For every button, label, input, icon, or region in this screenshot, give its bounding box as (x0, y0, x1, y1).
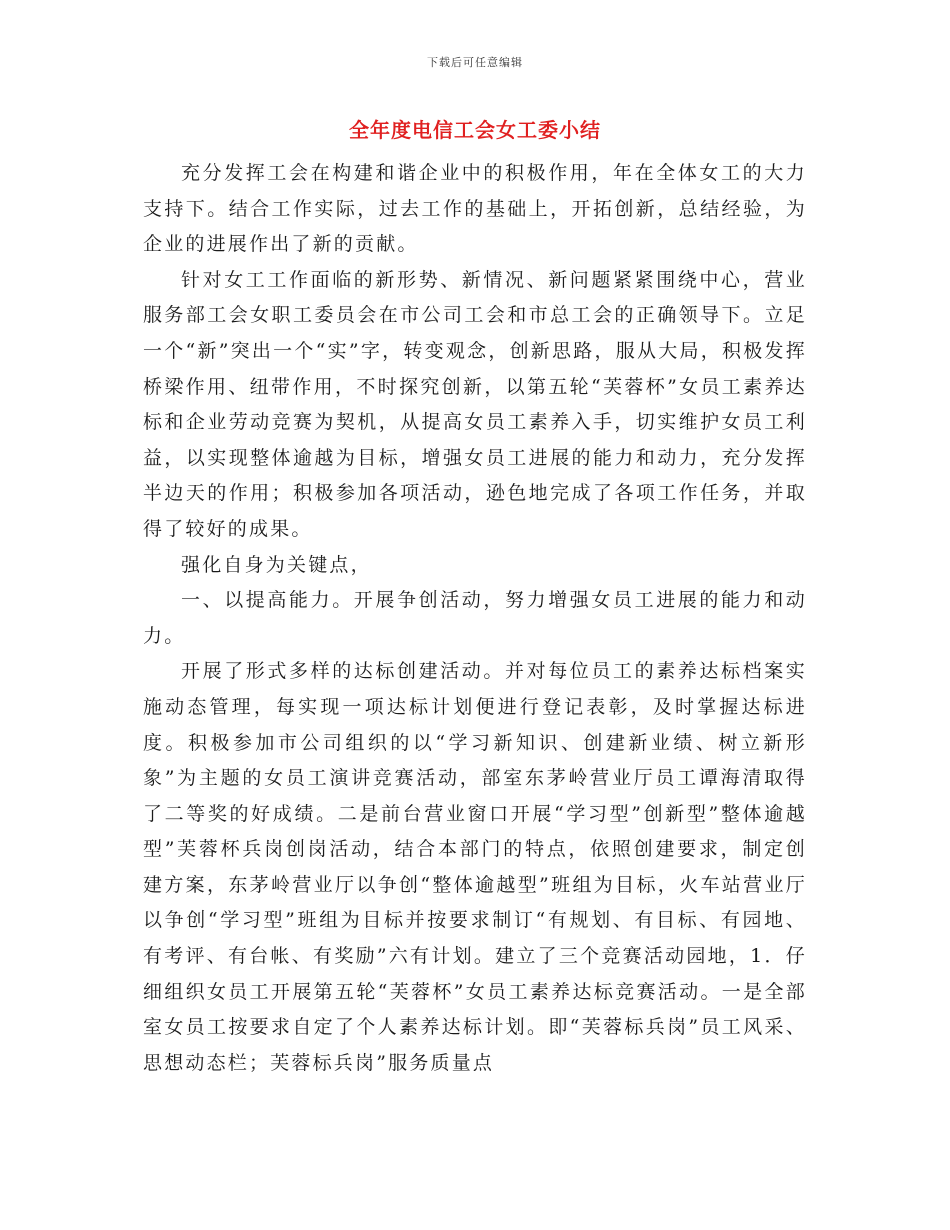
document-body (143, 156, 807, 1081)
document-title: 全年度电信工会女工委小结 (349, 118, 601, 142)
paragraph-key-point: 强化自身为关键点， (181, 553, 372, 576)
header-note: 下载后可任意编辑 (427, 56, 523, 69)
paragraph-overview: 针对女工工作面临的新形势、新情况、新问题紧紧围绕中心，营业服务部工会女职工委员会在市公司工会和市总工会的正确领导下。立足一个“新”突出一个“实”字，转变观念，创新思路，服从大局，积极发挥桥梁作用、纽带作用，不时探究创新，以第五轮“芙蓉杯”女员工素养达标和企业劳动竞赛为契机，从提高女员工素养入手，切实维护女员工利益，以实现整体逾越为目标，增强女员工进展的能力和动力，充分发挥半边天的作用；积极参加各项活动，逊色地完成了各项工作任务，并取得了较好的成果。 (143, 268, 807, 540)
paragraph-activities: 开展了形式多样的达标创建活动。并对每位员工的素养达标档案实施动态管理，每实现一项达标计划便进行登记表彰，及时掌握达标进度。积极参加市公司组织的以“学习新知识、创建新业绩、树立新形象”为主题的女员工演讲竞赛活动，部室东茅岭营业厅员工谭海清取得了二等奖的好成绩。二是前台营业窗口开展“学习型”创新型”整体逾越型”芙蓉杯兵岗创岗活动，结合本部门的特点，依照创建要求，制定创建方案，东茅岭营业厅以争创“整体逾越型”班组为目标，火车站营业厅以争创“学习型”班组为目标并按要求制订“有规划、有目标、有园地、有考评、有台帐、有奖励”六有计划。建立了三个竞赛活动园地，1．仔细组织女员工开展第五轮“芙蓉杯”女员工素养达标竞赛活动。一是全部室女员工按要求自定了个人素养达标计划。即“芙蓉标兵岗”员工风采、思想动态栏；芙蓉标兵岗”服务质量点 (143, 660, 807, 1074)
paragraph-section-one: 一、以提高能力。开展争创活动，努力增强女员工进展的能力和动力。 (143, 589, 807, 647)
paragraph-intro: 充分发挥工会在构建和谐企业中的积极作用，年在全体女工的大力支持下。结合工作实际，过去工作的基础上，开拓创新，总结经验，为企业的进展作出了新的贡献。 (143, 162, 807, 256)
